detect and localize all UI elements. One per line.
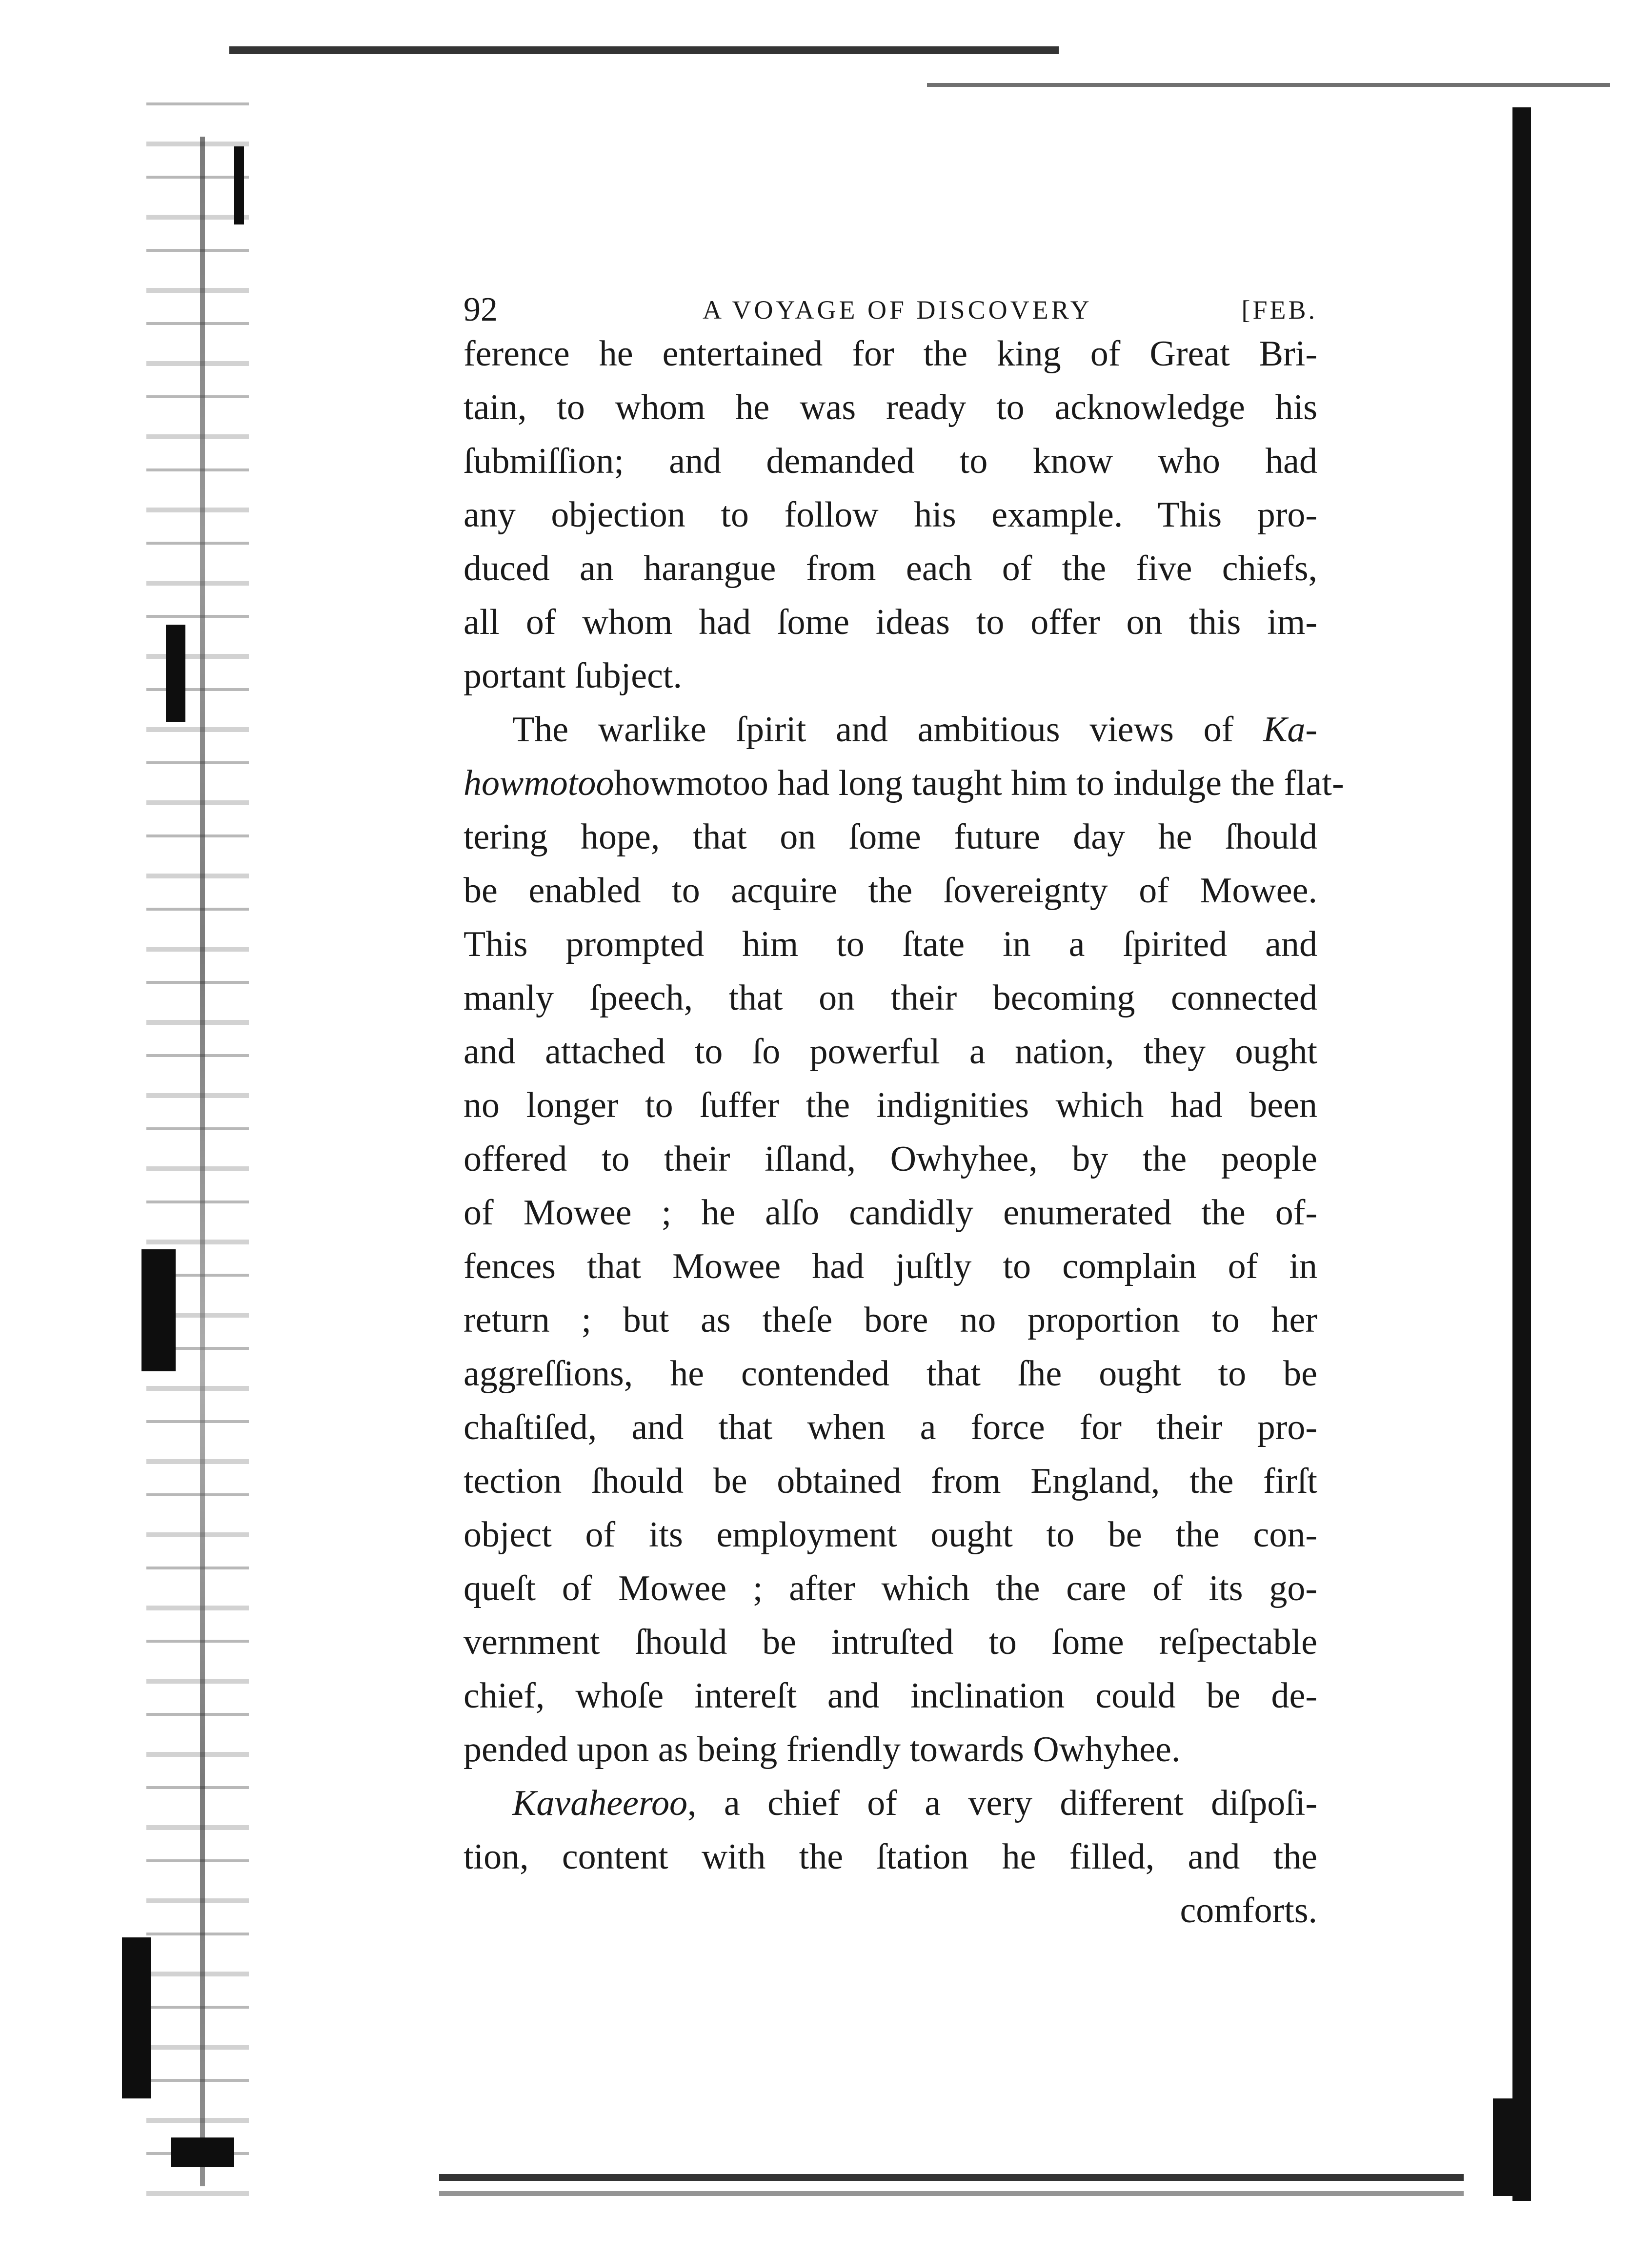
text-line: queſt of Mowee ; after which the care of its go-: [463, 1568, 1317, 1608]
scan-edge-rule: [200, 137, 205, 2186]
text-line: aggreſſions, he contended that ſhe ought to be: [463, 1354, 1317, 1394]
text-segment: The warlike ſpirit and ambitious views of: [512, 710, 1263, 750]
text-line: [463, 703, 1317, 756]
italic-name: howmotoo: [463, 763, 614, 803]
scan-blot: [234, 146, 244, 224]
right-edge-rule: [1493, 2098, 1512, 2196]
scan-blot: [141, 1249, 176, 1371]
text-line: be enabled to acquire the ſovereignty of Mowee.: [463, 871, 1317, 911]
text-line: ference he entertained for the king of Great Bri-: [463, 334, 1317, 374]
text-line: tion, content with the ſtation he filled, and the: [463, 1837, 1317, 1877]
text-line: ſubmiſſion; and demanded to know who had: [463, 441, 1317, 481]
text-line: all of whom had ſome ideas to offer on this im-: [463, 602, 1317, 642]
text-line: offered to their iſland, Owhyhee, by the people: [463, 1139, 1317, 1179]
page-text-block: [463, 291, 1344, 1937]
text-line: object of its employment ought to be the con-: [463, 1515, 1317, 1555]
text-line: manly ſpeech, that on their becoming connected: [463, 978, 1317, 1018]
text-line: pended upon as being friendly towards Owhyhee.: [463, 1730, 1181, 1770]
page-number: 92: [463, 291, 498, 328]
text-segment: , a chief of a very different diſpoſi-: [687, 1783, 1317, 1823]
catchword: comforts.: [1180, 1891, 1317, 1931]
scan-edge-smear: [146, 73, 249, 2196]
text-line: tection ſhould be obtained from England, the firſt: [463, 1461, 1317, 1501]
text-line: chief, whoſe intereſt and inclination could be de-: [463, 1676, 1317, 1716]
text-line: [463, 1776, 1317, 1830]
text-line: tain, to whom he was ready to acknowledge his: [463, 387, 1317, 427]
text-line: This prompted him to ſtate in a ſpirited and: [463, 924, 1317, 964]
text-line: fences that Mowee had juſtly to complain of in: [463, 1246, 1317, 1286]
scan-blot: [122, 1937, 151, 2098]
text-segment: howmotoo had long taught him to indulge the flat-: [614, 763, 1344, 803]
text-line: vernment ſhould be intruſted to ſome reſpectable: [463, 1622, 1317, 1662]
scan-blot: [166, 625, 185, 722]
text-line: of Mowee ; he alſo candidly enumerated the of-: [463, 1193, 1317, 1233]
scan-blot: [171, 2137, 234, 2167]
top-border-rule: [229, 46, 1059, 54]
right-edge-rule: [1512, 107, 1531, 2201]
running-head-month: [FEB.: [1241, 295, 1317, 325]
text-line: any objection to follow his example. This pro-: [463, 495, 1317, 535]
running-head: [463, 293, 1317, 327]
text-line: chaſtiſed, and that when a force for their pro-: [463, 1407, 1317, 1447]
text-line: duced an harangue from each of the five chiefs,: [463, 549, 1317, 589]
bottom-border-rule: [439, 2191, 1464, 2196]
bottom-border-rule: [439, 2174, 1464, 2181]
text-line: no longer to ſuffer the indignities which had been: [463, 1085, 1317, 1125]
running-head-title: A VOYAGE OF DISCOVERY: [703, 295, 1092, 325]
text-line: return ; but as theſe bore no proportion to her: [463, 1300, 1317, 1340]
italic-name: Ka-: [1263, 710, 1317, 750]
text-line: [463, 756, 1344, 810]
text-line: and attached to ſo powerful a nation, they ought: [463, 1032, 1317, 1072]
italic-name: Kavaheeroo: [512, 1783, 687, 1823]
text-line: portant ſubject.: [463, 656, 682, 696]
top-border-rule: [927, 83, 1610, 87]
text-line: tering hope, that on ſome future day he ſhould: [463, 817, 1317, 857]
